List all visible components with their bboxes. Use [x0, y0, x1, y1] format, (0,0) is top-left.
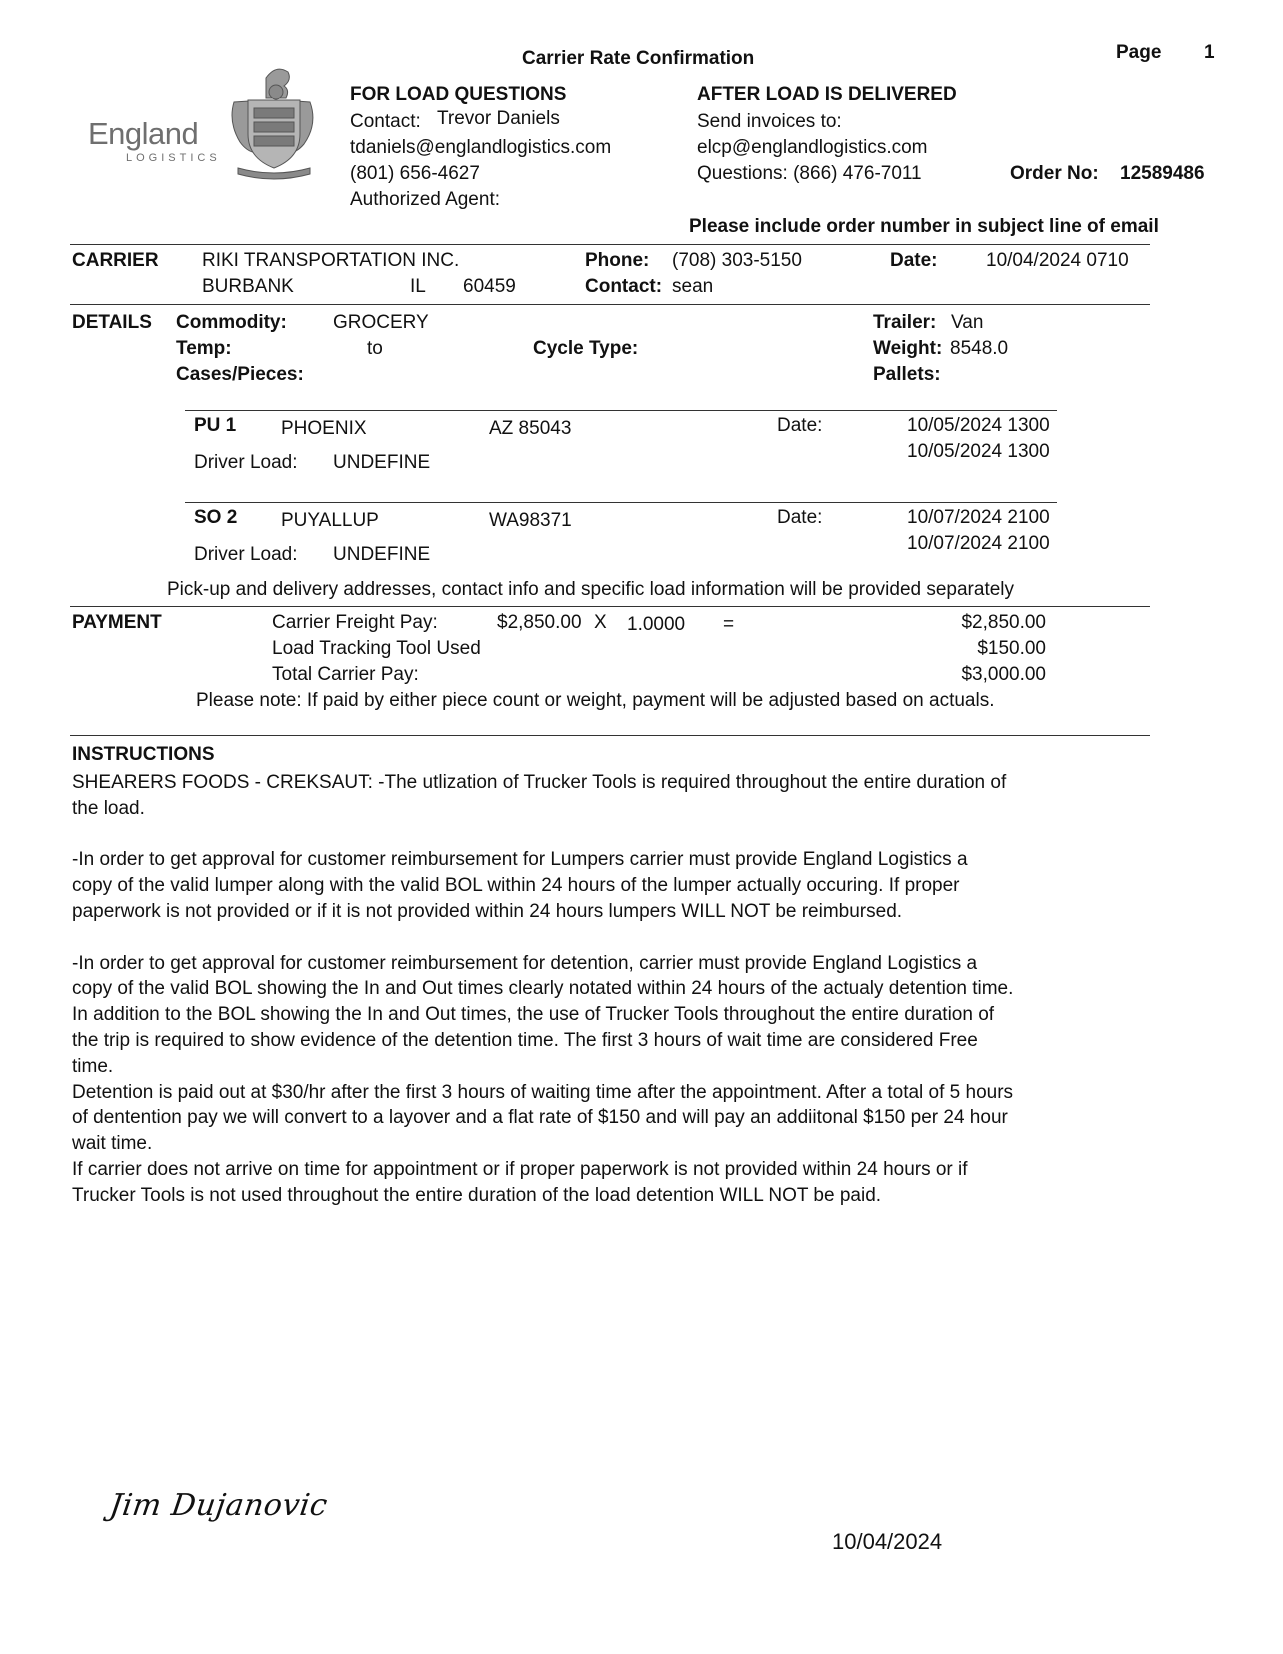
load-questions-heading: FOR LOAD QUESTIONS: [350, 84, 567, 105]
cycle-type-label: Cycle Type:: [533, 338, 639, 359]
logo-subtitle: LOGISTICS: [126, 152, 221, 164]
divider: [70, 735, 1150, 736]
commodity-label: Commodity:: [176, 312, 287, 333]
weight-label: Weight:: [873, 338, 943, 359]
document-title: Carrier Rate Confirmation: [522, 48, 755, 69]
details-section-label: DETAILS: [72, 312, 152, 333]
freight-total: $2,850.00: [961, 612, 1046, 633]
stop-date-1: 10/05/2024 1300: [907, 415, 1050, 436]
carrier-contact: sean: [672, 276, 714, 297]
contact-email: tdaniels@englandlogistics.com: [350, 137, 612, 158]
times-sign: X: [594, 612, 607, 633]
instructions-paragraph: -In order to get approval for customer reimbursement for Lumpers carrier must provide England Logistics a copy of the valid lumper along with the valid BOL within 24 hours of the lumper actually occuring. If proper paperwork is not provided or if it is not provided within 24 hours lumpers WILL NOT be reimbursed.: [72, 849, 968, 922]
divider: [70, 304, 1150, 305]
instructions-heading: INSTRUCTIONS: [72, 744, 215, 765]
weight-value: 8548.0: [950, 338, 1009, 359]
contact-phone: (801) 656-4627: [350, 163, 480, 184]
stop-city: PUYALLUP: [281, 510, 379, 531]
email-subject-note: Please include order number in subject line of email: [689, 216, 1159, 237]
after-delivery-heading: AFTER LOAD IS DELIVERED: [697, 84, 957, 105]
stop-code: PU 1: [194, 415, 237, 436]
carrier-phone: (708) 303-5150: [672, 250, 802, 271]
instructions-paragraph: SHEARERS FOODS - CREKSAUT: -The utlization of Trucker Tools is required throughout the entire duration of the load.: [72, 772, 1007, 819]
carrier-state: IL: [410, 276, 426, 297]
page-number: 1: [1204, 42, 1215, 63]
temp-label: Temp:: [176, 338, 232, 359]
stops-note: Pick-up and delivery addresses, contact info and specific load information will be provided separately: [167, 579, 1015, 600]
stop-city: PHOENIX: [281, 418, 367, 439]
carrier-zip: 60459: [463, 276, 516, 297]
divider: [70, 606, 1150, 607]
driver-load-value: UNDEFINE: [333, 544, 431, 565]
commodity-value: GROCERY: [333, 312, 429, 333]
divider: [70, 244, 1150, 245]
instructions-paragraph: -In order to get approval for customer reimbursement for detention, carrier must provide England Logistics a copy of the valid BOL showing the In and Out times clearly notated within 24 hours of the actualy detention time. In addition to the BOL showing the In and Out times, the use of Trucker Tools throughout the entire duration of the trip is required to show evidence of the detention time. The first 3 hours of wait time are considered Free time. Detention is paid out at $30/hr after the first 3 hours of waiting time after the appointment. After a total of 5 hours of dentention pay we will convert to a layover and a flat rate of $150 and will pay an addiitonal $150 per 24 hour wait time. If carrier does not arrive on time for appointment or if proper paperwork is not provided within 24 hours or if Trucker Tools is not used throughout the entire duration of the load detention WILL NOT be paid.: [72, 952, 1014, 1206]
signature: Jim Dujanovic: [107, 1488, 330, 1523]
driver-load-value: UNDEFINE: [333, 452, 431, 473]
equals-sign: =: [723, 614, 735, 635]
company-logo: [88, 60, 318, 180]
carrier-date-label: Date:: [890, 250, 938, 271]
carrier-contact-label: Contact:: [585, 276, 663, 297]
total-pay-amount: $3,000.00: [961, 664, 1046, 685]
page-label: Page: [1116, 42, 1162, 63]
carrier-city: BURBANK: [202, 276, 294, 297]
stop-divider: [185, 502, 1057, 503]
total-pay-label: Total Carrier Pay:: [272, 664, 419, 685]
order-number-label: Order No:: [1010, 163, 1099, 184]
stop-date-label: Date:: [777, 507, 823, 528]
send-invoices-label: Send invoices to:: [697, 111, 842, 132]
carrier-phone-label: Phone:: [585, 250, 650, 271]
freight-pay-label: Carrier Freight Pay:: [272, 612, 438, 633]
invoice-email: elcp@englandlogistics.com: [697, 137, 928, 158]
payment-note: Please note: If paid by either piece count or weight, payment will be adjusted based on actuals.: [196, 690, 995, 711]
tracking-tool-label: Load Tracking Tool Used: [272, 638, 481, 659]
stop-date-2: 10/05/2024 1300: [907, 441, 1050, 462]
carrier-date: 10/04/2024 0710: [986, 250, 1129, 271]
driver-load-label: Driver Load:: [194, 544, 298, 565]
carrier-name: RIKI TRANSPORTATION INC.: [202, 250, 460, 271]
temp-to: to: [367, 338, 383, 359]
cases-pieces-label: Cases/Pieces:: [176, 364, 304, 385]
payment-section-label: PAYMENT: [72, 612, 162, 633]
order-number: 12589486: [1120, 163, 1205, 184]
contact-label: Contact:: [350, 111, 421, 132]
stop-date-1: 10/07/2024 2100: [907, 507, 1050, 528]
tracking-tool-amount: $150.00: [977, 638, 1046, 659]
trailer-value: Van: [951, 312, 984, 333]
pallets-label: Pallets:: [873, 364, 941, 385]
stop-date-2: 10/07/2024 2100: [907, 533, 1050, 554]
trailer-label: Trailer:: [873, 312, 937, 333]
stop-date-label: Date:: [777, 415, 823, 436]
signature-date: 10/04/2024: [832, 1529, 943, 1554]
driver-load-label: Driver Load:: [194, 452, 298, 473]
carrier-section-label: CARRIER: [72, 250, 159, 271]
contact-name: Trevor Daniels: [437, 108, 560, 129]
freight-multiplier: 1.0000: [627, 614, 686, 635]
invoice-questions-phone: Questions: (866) 476-7011: [697, 163, 922, 184]
authorized-agent-label: Authorized Agent:: [350, 189, 500, 210]
stop-divider: [185, 410, 1057, 411]
stop-code: SO 2: [194, 507, 238, 528]
stop-state-zip: AZ 85043: [489, 418, 572, 439]
logo-wordmark: England: [88, 116, 199, 151]
freight-rate: $2,850.00: [497, 612, 582, 633]
stop-state-zip: WA98371: [489, 510, 572, 531]
instructions-body: [72, 770, 1132, 1209]
